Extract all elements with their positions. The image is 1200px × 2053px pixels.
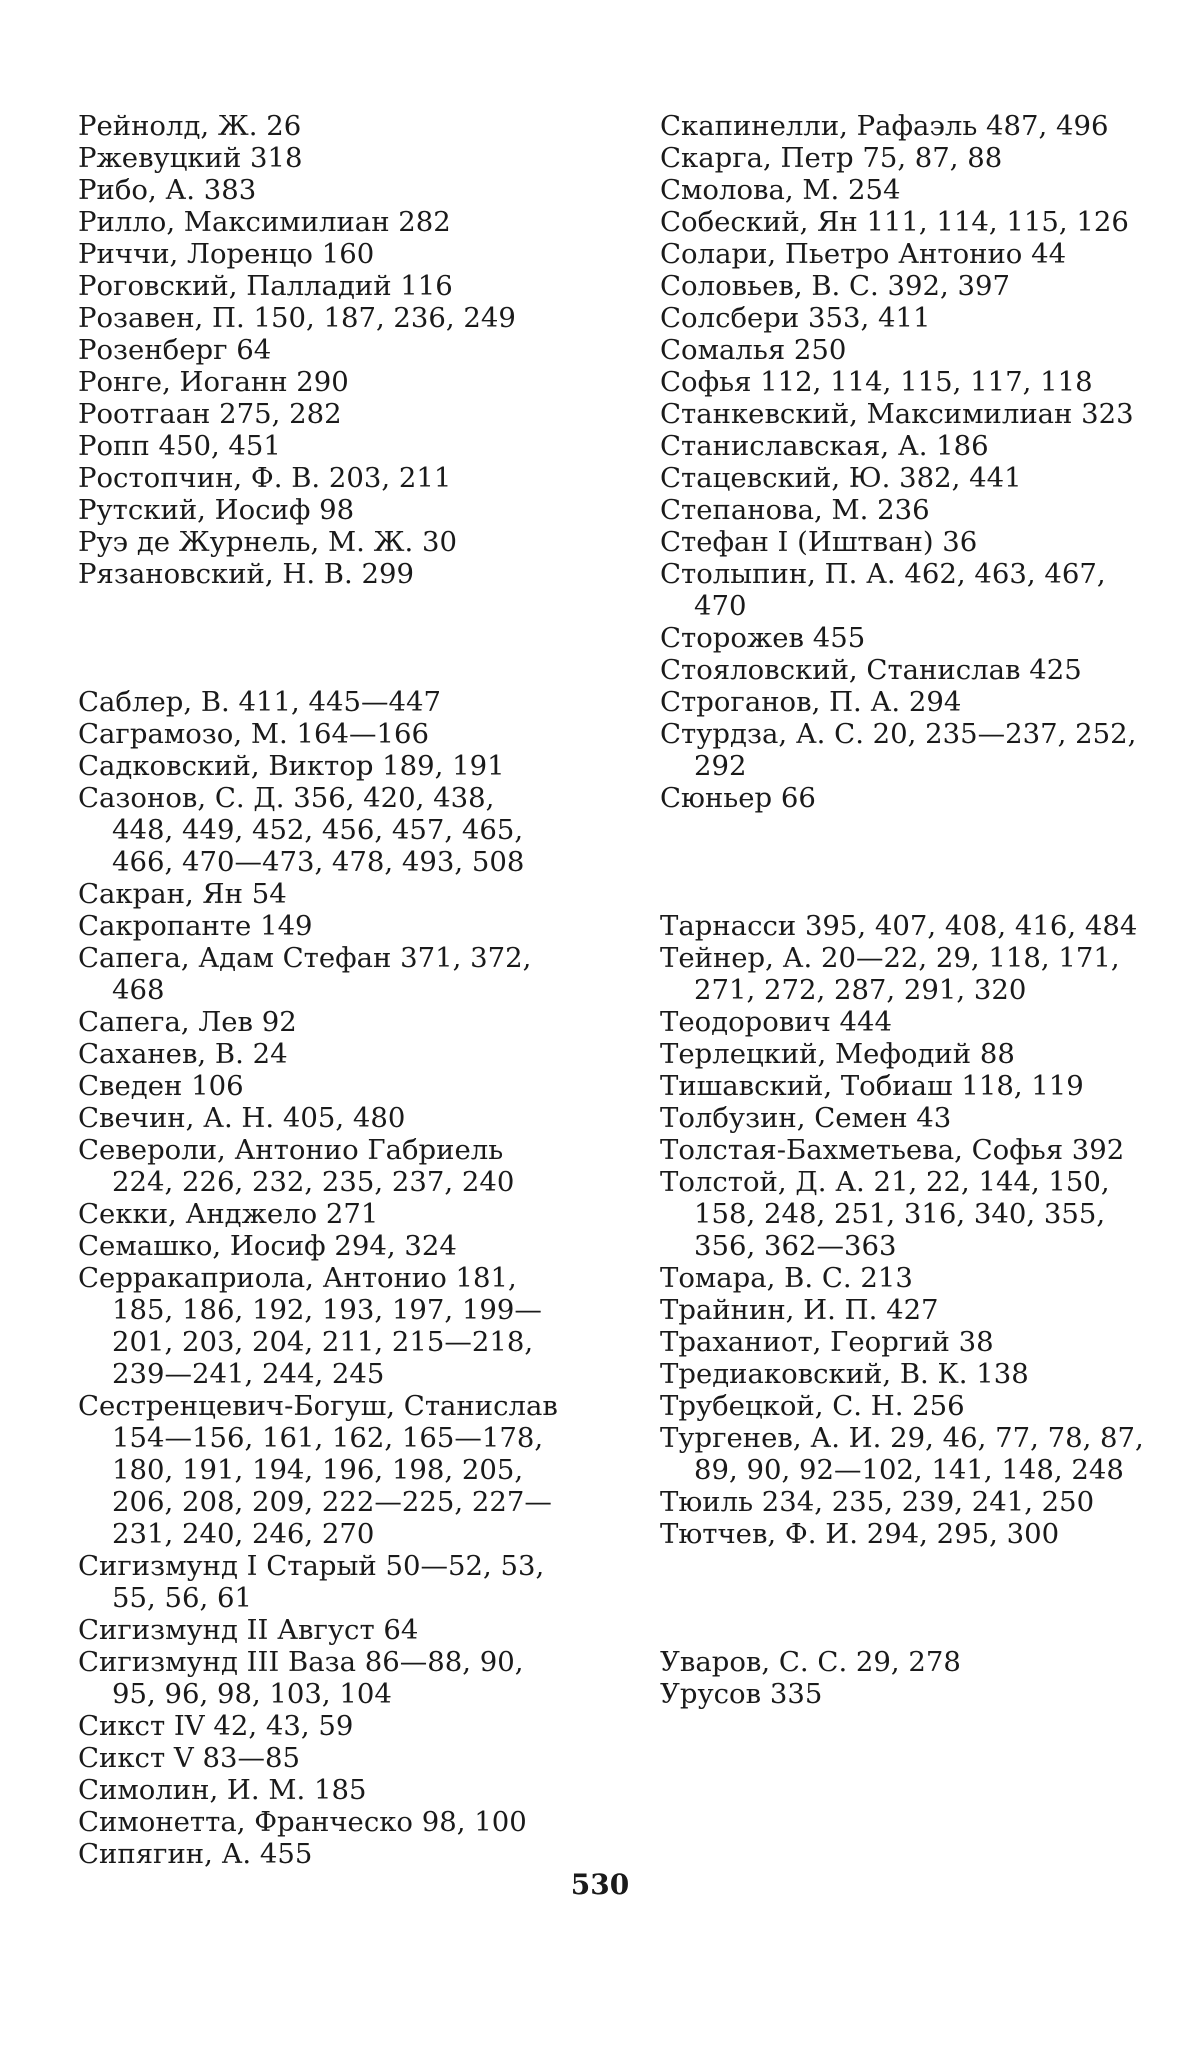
index-entry: Свечин, А. Н. 405, 480 (78, 1102, 406, 1134)
index-entry: Рейнолд, Ж. 26 (78, 110, 302, 142)
index-entry: Стефан I (Иштван) 36 (660, 526, 978, 558)
index-entry: Руэ де Журнель, М. Ж. 30 (78, 526, 457, 558)
index-entry: Ростопчин, Ф. В. 203, 211 (78, 462, 452, 494)
index-group-s (78, 686, 563, 1870)
group-spacer (660, 814, 1145, 910)
index-entry: Рутский, Иосиф 98 (78, 494, 355, 526)
index-entry: Тредиаковский, В. К. 138 (660, 1358, 1029, 1390)
index-group-r (78, 110, 563, 590)
right-column (660, 110, 1145, 1710)
index-entry: Смолова, М. 254 (660, 174, 901, 206)
index-entry: Саханев, В. 24 (78, 1038, 288, 1070)
index-entry: Сипягин, А. 455 (78, 1838, 313, 1870)
index-entry: Скарга, Петр 75, 87, 88 (660, 142, 1003, 174)
index-entry: Сюньер 66 (660, 782, 816, 814)
index-entry: Тишавский, Тобиаш 118, 119 (660, 1070, 1084, 1102)
index-entry: Сикст V 83—85 (78, 1742, 301, 1774)
index-entry: Сведен 106 (78, 1070, 244, 1102)
left-column (78, 110, 563, 1870)
index-entry: Толстой, Д. А. 21, 22, 144, 150, 158, 248, 251, 316, 340, 355, 356, 362—363 (660, 1166, 1110, 1262)
index-entry: Тарнасси 395, 407, 408, 416, 484 (660, 910, 1138, 942)
index-entry: Семашко, Иосиф 294, 324 (78, 1230, 457, 1262)
index-entry: Секки, Анджело 271 (78, 1198, 379, 1230)
index-entry: Садковский, Виктор 189, 191 (78, 750, 505, 782)
index-entry: Сакропанте 149 (78, 910, 313, 942)
index-entry: Скапинелли, Рафаэль 487, 496 (660, 110, 1109, 142)
index-entry: Сикст IV 42, 43, 59 (78, 1710, 354, 1742)
index-entry: Урусов 335 (660, 1678, 823, 1710)
index-entry: Тургенев, А. И. 29, 46, 77, 78, 87, 89, 90, 92—102, 141, 148, 248 (660, 1422, 1144, 1486)
index-entry: Степанова, М. 236 (660, 494, 930, 526)
index-entry: Саграмозо, М. 164—166 (78, 718, 429, 750)
index-entry: Сигизмунд I Старый 50—52, 53, 55, 56, 61 (78, 1550, 545, 1614)
index-entry: Роотгаан 275, 282 (78, 398, 342, 430)
index-entry: Станкевский, Максимилиан 323 (660, 398, 1134, 430)
index-entry: Толстая-Бахметьева, Софья 392 (660, 1134, 1125, 1166)
index-group-t (660, 910, 1145, 1550)
index-entry: Тютчев, Ф. И. 294, 295, 300 (660, 1518, 1060, 1550)
index-entry: Сазонов, С. Д. 356, 420, 438, 448, 449, 452, 456, 457, 465, 466, 470—473, 478, 493, 508 (78, 782, 525, 878)
index-entry: Теодорович 444 (660, 1006, 893, 1038)
index-entry: Тюиль 234, 235, 239, 241, 250 (660, 1486, 1095, 1518)
index-entry: Стацевский, Ю. 382, 441 (660, 462, 1022, 494)
index-entry: Стояловский, Станислав 425 (660, 654, 1082, 686)
index-entry: Розавен, П. 150, 187, 236, 249 (78, 302, 516, 334)
index-entry: Трубецкой, С. Н. 256 (660, 1390, 965, 1422)
index-entry: Собеский, Ян 111, 114, 115, 126 (660, 206, 1129, 238)
group-spacer (660, 1550, 1145, 1646)
index-group-s-continued (660, 110, 1145, 814)
index-entry: Рязановский, Н. В. 299 (78, 558, 414, 590)
index-entry: Серракаприола, Антонио 181, 185, 186, 192, 193, 197, 199—201, 203, 204, 211, 215—218, 239—241, 244, 245 (78, 1262, 542, 1390)
index-entry: Сапега, Лев 92 (78, 1006, 297, 1038)
index-entry: Рибо, А. 383 (78, 174, 257, 206)
index-entry: Столыпин, П. А. 462, 463, 467, 470 (660, 558, 1106, 622)
index-entry: Ропп 450, 451 (78, 430, 281, 462)
index-entry: Терлецкий, Мефодий 88 (660, 1038, 1015, 1070)
index-entry: Ронге, Иоганн 290 (78, 366, 349, 398)
index-entry: Симолин, И. М. 185 (78, 1774, 367, 1806)
index-entry: Софья 112, 114, 115, 117, 118 (660, 366, 1093, 398)
index-group-u (660, 1646, 1145, 1710)
group-spacer (78, 590, 563, 686)
index-entry: Солари, Пьетро Антонио 44 (660, 238, 1067, 270)
index-entry: Сестренцевич-Богуш, Станислав 154—156, 161, 162, 165—178, 180, 191, 194, 196, 198, 205, 206, 208, 209, 222—225, 227—231, 240, 246, 270 (78, 1390, 558, 1550)
index-entry: Роговский, Палладий 116 (78, 270, 453, 302)
index-entry: Томара, В. С. 213 (660, 1262, 913, 1294)
index-entry: Ржевуцкий 318 (78, 142, 303, 174)
index-entry: Североли, Антонио Габриель 224, 226, 232, 235, 237, 240 (78, 1134, 515, 1198)
index-entry: Соловьев, В. С. 392, 397 (660, 270, 1010, 302)
index-entry: Солсбери 353, 411 (660, 302, 931, 334)
index-entry: Сигизмунд II Август 64 (78, 1614, 419, 1646)
index-entry: Станиславская, А. 186 (660, 430, 989, 462)
index-entry: Сигизмунд III Ваза 86—88, 90, 95, 96, 98, 103, 104 (78, 1646, 524, 1710)
index-entry: Уваров, С. С. 29, 278 (660, 1646, 961, 1678)
index-entry: Сомалья 250 (660, 334, 847, 366)
page-number: 530 (570, 1868, 630, 1901)
index-entry: Розенберг 64 (78, 334, 272, 366)
index-entry: Рилло, Максимилиан 282 (78, 206, 451, 238)
index-entry: Саблер, В. 411, 445—447 (78, 686, 441, 718)
index-entry: Симонетта, Франческо 98, 100 (78, 1806, 527, 1838)
index-entry: Сакран, Ян 54 (78, 878, 287, 910)
index-entry: Сапега, Адам Стефан 371, 372, 468 (78, 942, 532, 1006)
index-entry: Риччи, Лоренцо 160 (78, 238, 375, 270)
index-entry: Сторожев 455 (660, 622, 866, 654)
index-entry: Тейнер, А. 20—22, 29, 118, 171, 271, 272, 287, 291, 320 (660, 942, 1120, 1006)
index-entry: Стурдза, А. С. 20, 235—237, 252, 292 (660, 718, 1137, 782)
index-entry: Строганов, П. А. 294 (660, 686, 962, 718)
index-entry: Трайнин, И. П. 427 (660, 1294, 939, 1326)
index-entry: Толбузин, Семен 43 (660, 1102, 952, 1134)
index-entry: Траханиот, Георгий 38 (660, 1326, 994, 1358)
